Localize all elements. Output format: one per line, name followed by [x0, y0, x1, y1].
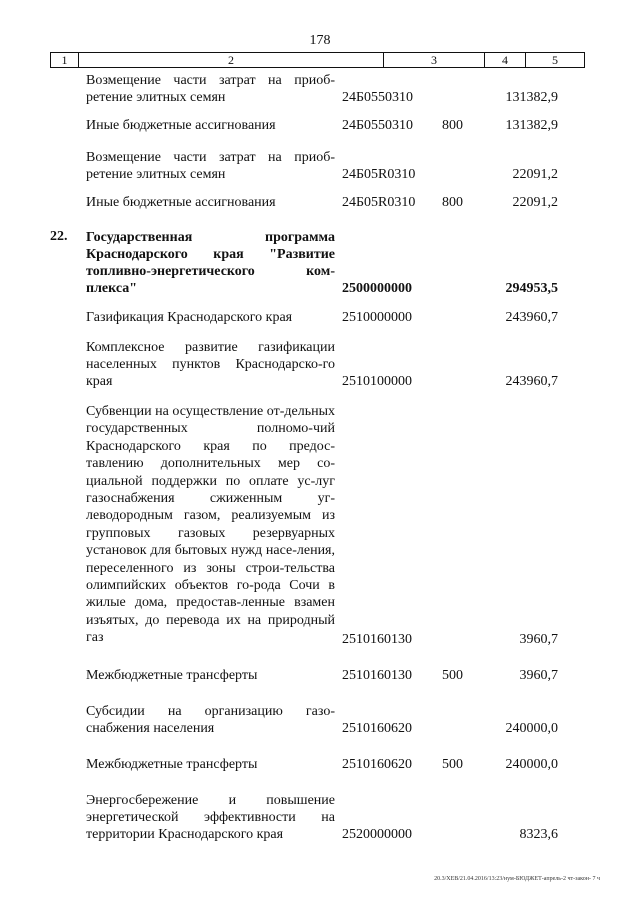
- table-row: [0, 792, 640, 843]
- target-article-code: 24Б0550310: [342, 90, 414, 105]
- amount: 3960,7: [519, 668, 558, 683]
- target-article-code: 24Б0550310: [342, 118, 414, 133]
- expense-type-code: 800: [442, 118, 463, 133]
- target-article-code: 2510160130: [342, 632, 412, 647]
- target-article-code: 2510160620: [342, 757, 412, 772]
- amount: 131382,9: [505, 90, 558, 105]
- row-description: Государственная программа Краснодарского края "Развитие топливно-энергетического ком-плекса": [86, 230, 335, 296]
- row-description: Иные бюджетные ассигнования: [86, 195, 276, 210]
- amount: 8323,6: [519, 827, 558, 842]
- target-article-code: 2520000000: [342, 827, 412, 842]
- table-row: [0, 703, 640, 737]
- target-article-code: 2510000000: [342, 310, 412, 325]
- column-number-4: 4: [485, 53, 526, 67]
- table-row: [0, 667, 640, 684]
- table-row: [0, 403, 640, 648]
- column-number-1: 1: [51, 53, 79, 67]
- amount: 294953,5: [505, 281, 558, 296]
- table-row: [0, 194, 640, 211]
- amount: 3960,7: [519, 632, 558, 647]
- amount: 22091,2: [512, 195, 558, 210]
- amount: 240000,0: [505, 721, 558, 736]
- table-row: [0, 117, 640, 134]
- amount: 243960,7: [505, 374, 558, 389]
- target-article-code: 2510160620: [342, 721, 412, 736]
- column-number-header: [50, 52, 585, 68]
- table-row: [0, 309, 640, 326]
- row-description: Газификация Краснодарского края: [86, 310, 293, 325]
- target-article-code: 2500000000: [342, 281, 412, 296]
- row-description: Энергосбережение и повышение энергетической эффективности на территории Краснодарского края: [86, 793, 335, 842]
- amount: 243960,7: [505, 310, 558, 325]
- row-number: 22.: [50, 229, 68, 244]
- target-article-code: 2510160130: [342, 668, 412, 683]
- target-article-code: 24Б05R0310: [342, 167, 416, 182]
- document-footer-stamp: 20.3/ХЕВ/21.04.2016/13:23/нум-БЮДЖЕТ-апрель-2 чт-закон- 7 ч: [434, 876, 600, 882]
- row-description: Межбюджетные трансферты: [86, 668, 258, 683]
- amount: 131382,9: [505, 118, 558, 133]
- target-article-code: 2510100000: [342, 374, 412, 389]
- page-number: 178: [309, 33, 331, 48]
- row-description: Субвенции на осуществление от-дельных государственных полномо-чий Краснодарского края по предос-тавлению дополнительных мер со-циальной поддержки по оплате ус-луг газоснабжения сжиженным уг-леводородным газом, реализуемым из групповых газовых резервуарных установок для бытовых нужд насе-ления, переселенного из зоны строи-тельства олимпийских объектов го-рода Сочи в жилые дома, предостав-ленные взамен изъятых, до перевода их на природный газ: [86, 404, 335, 646]
- row-description: Комплексное развитие газификации населенных пунктов Краснодарско-го края: [86, 340, 335, 389]
- row-description: Субсидии на организацию газо-снабжения населения: [86, 704, 335, 736]
- table-row: [0, 339, 640, 390]
- expense-type-code: 500: [442, 668, 463, 683]
- table-row: [0, 149, 640, 183]
- amount: 22091,2: [512, 167, 558, 182]
- expense-type-code: 800: [442, 195, 463, 210]
- table-row: [0, 72, 640, 106]
- row-description: Межбюджетные трансферты: [86, 757, 258, 772]
- column-number-3: 3: [384, 53, 485, 67]
- amount: 240000,0: [505, 757, 558, 772]
- row-description: Иные бюджетные ассигнования: [86, 118, 276, 133]
- column-number-2: 2: [79, 53, 384, 67]
- expense-type-code: 500: [442, 757, 463, 772]
- row-description: Возмещение части затрат на приоб-ретение элитных семян: [86, 73, 335, 105]
- table-row-program: [0, 229, 640, 297]
- column-number-5: 5: [552, 53, 558, 67]
- target-article-code: 24Б05R0310: [342, 195, 416, 210]
- row-description: Возмещение части затрат на приоб-ретение элитных семян: [86, 150, 335, 182]
- table-row: [0, 756, 640, 773]
